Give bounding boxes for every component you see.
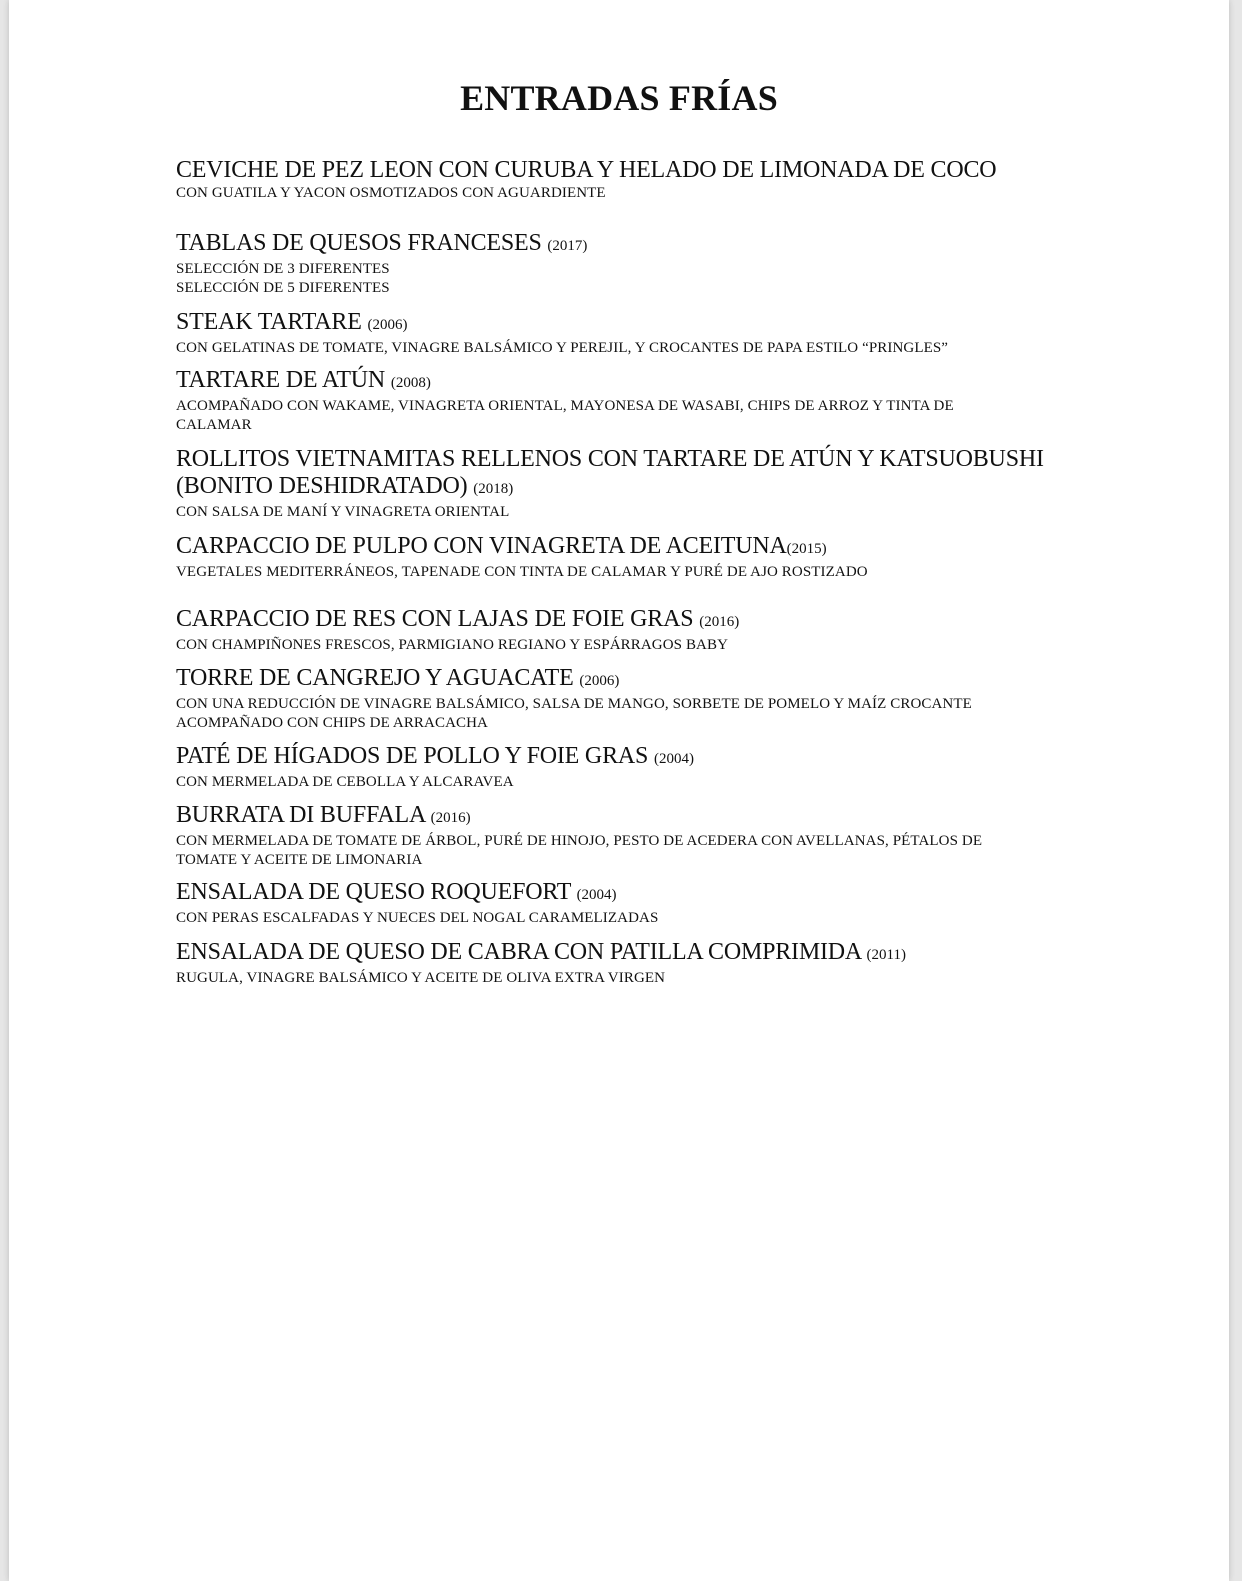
item-description: RUGULA, VINAGRE BALSÁMICO Y ACEITE DE OLIVA EXTRA VIRGEN [176, 970, 666, 986]
menu-item [176, 157, 1076, 203]
item-name: ENSALADA DE QUESO DE CABRA CON PATILLA COMPRIMIDA [176, 939, 861, 965]
menu-item [176, 879, 1076, 928]
item-description: CALAMAR [176, 417, 252, 433]
item-name: CEVICHE DE PEZ LEON CON CURUBA Y HELADO DE LIMONADA DE COCO [176, 157, 997, 183]
item-description: CON GUATILA Y YACON OSMOTIZADOS CON AGUARDIENTE [176, 185, 606, 201]
item-description: CON PERAS ESCALFADAS Y NUECES DEL NOGAL CARAMELIZADAS [176, 910, 659, 926]
item-name: TARTARE DE ATÚN [176, 367, 386, 393]
menu-item [176, 606, 1076, 655]
menu-item [176, 533, 1076, 582]
item-year: (2015) [786, 541, 827, 557]
menu-item [176, 309, 1076, 358]
menu-item [176, 665, 1076, 733]
item-year: (2006) [579, 673, 620, 689]
item-description: CON MERMELADA DE CEBOLLA Y ALCARAVEA [176, 774, 514, 790]
item-description: SELECCIÓN DE 5 DIFERENTES [176, 280, 390, 296]
item-year: (2004) [653, 751, 694, 767]
item-year: (2004) [576, 887, 617, 903]
item-description: CON CHAMPIÑONES FRESCOS, PARMIGIANO REGIANO Y ESPÁRRAGOS BABY [176, 637, 729, 653]
menu-item [176, 446, 1076, 522]
item-description: VEGETALES MEDITERRÁNEOS, TAPENADE CON TINTA DE CALAMAR Y PURÉ DE AJO ROSTIZADO [176, 564, 868, 580]
item-name: PATÉ DE HÍGADOS DE POLLO Y FOIE GRAS [176, 743, 649, 769]
menu-item [176, 802, 1076, 870]
item-description: SELECCIÓN DE 3 DIFERENTES [176, 261, 390, 277]
menu-item [176, 743, 1076, 792]
item-description: ACOMPAÑADO CON CHIPS DE ARRACACHA [176, 715, 488, 731]
item-name: CARPACCIO DE PULPO CON VINAGRETA DE ACEITUNA [176, 533, 787, 559]
menu-item [176, 230, 1076, 298]
item-description: ACOMPAÑADO CON WAKAME, VINAGRETA ORIENTAL, MAYONESA DE WASABI, CHIPS DE ARROZ Y TINTA DE [176, 398, 954, 414]
item-year: (2008) [390, 375, 431, 391]
item-description: TOMATE Y ACEITE DE LIMONARIA [176, 852, 423, 868]
menu-item [176, 939, 1076, 988]
item-name: STEAK TARTARE [176, 309, 362, 335]
item-year: (2017) [547, 238, 588, 254]
item-name: TORRE DE CANGREJO Y AGUACATE [176, 665, 574, 691]
item-year: (2016) [699, 614, 740, 630]
item-name: ENSALADA DE QUESO ROQUEFORT [176, 879, 571, 905]
item-description: CON MERMELADA DE TOMATE DE ÁRBOL, PURÉ DE HINOJO, PESTO DE ACEDERA CON AVELLANAS, PÉTALOS DE [176, 833, 983, 849]
item-year: (2016) [430, 810, 471, 826]
menu-item [176, 367, 1076, 435]
item-name: BURRATA DI BUFFALA [176, 802, 425, 828]
item-description: CON GELATINAS DE TOMATE, VINAGRE BALSÁMICO Y PEREJIL, Y CROCANTES DE PAPA ESTILO “PRINGLES” [176, 340, 949, 356]
item-year: (2011) [866, 947, 906, 963]
menu-page [9, 0, 1229, 1581]
item-name-continued: (BONITO DESHIDRATADO) [176, 473, 468, 499]
item-name: ROLLITOS VIETNAMITAS RELLENOS CON TARTARE DE ATÚN Y KATSUOBUSHI [176, 446, 1044, 472]
item-description: CON SALSA DE MANÍ Y VINAGRETA ORIENTAL [176, 504, 510, 520]
item-name: CARPACCIO DE RES CON LAJAS DE FOIE GRAS [176, 606, 694, 632]
item-description: CON UNA REDUCCIÓN DE VINAGRE BALSÁMICO, SALSA DE MANGO, SORBETE DE POMELO Y MAÍZ CROCANTE [176, 696, 972, 712]
page-title: ENTRADAS FRÍAS [460, 78, 778, 118]
item-year: (2006) [367, 317, 408, 333]
item-name: TABLAS DE QUESOS FRANCESES [176, 230, 542, 256]
item-year: (2018) [473, 481, 514, 497]
